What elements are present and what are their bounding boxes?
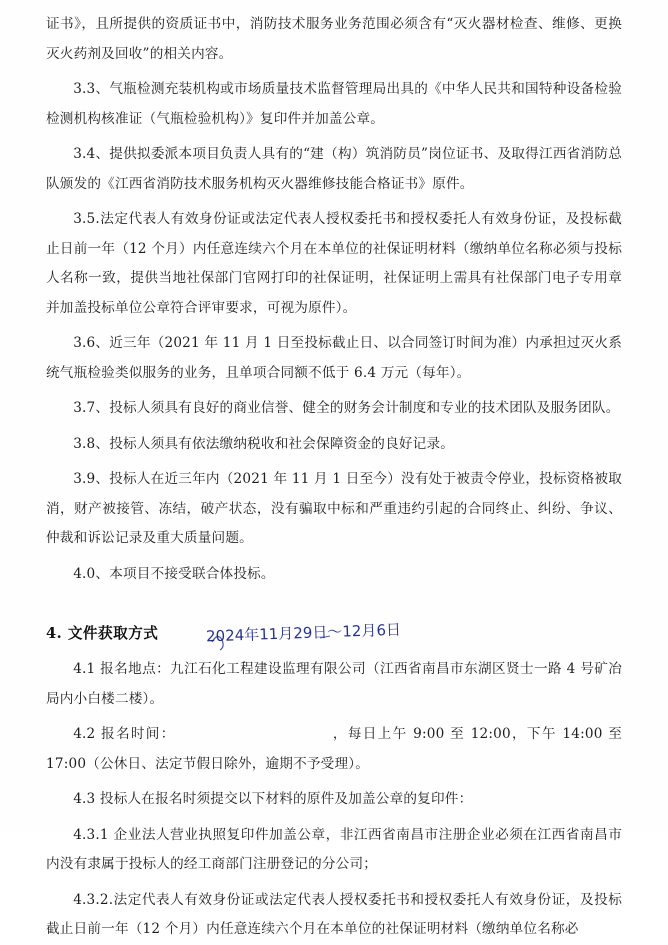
paragraph-3-3: 3.3、气瓶检测充装机构或市场质量技术监督管理局出具的《中华人民共和国特种设备检验检测机构核准证（气瓶检验机构）》复印件并加盖公章。	[46, 81, 622, 127]
paragraph-4-2: 4.2 报名时间： ，每日上午 9:00 至 12:00，下午 14:00 至 17:00（公休日、法定节假日除外，逾期不予受理）。	[46, 726, 622, 772]
paragraph-3-6: 3.6、近三年（2021 年 11 月 1 日至投标截止日、以合同签订时间为准）内承担过灭火系统气瓶检验类似服务的业务，且单项合同额不低于 6.4 万元（每年）。	[46, 335, 622, 381]
paragraph-block-section4	[46, 655, 622, 945]
paragraph-3-5: 3.5.法定代表人有效身份证或法定代表人授权委托书和授权委托人有效身份证，及投标截止日前一年（12 个月）内任意连续六个月在本单位的社保证明材料（缴纳单位名称必须与投标人名称一致，提供当地社保部门官网打印的社保证明，社保证明上需具有社保部门电子专用章并加盖投标单位公章符合评审要求，可视为原件）。	[46, 211, 622, 316]
paragraph-3-7: 3.7、投标人须具有良好的商业信誉、健全的财务会计制度和专业的技术团队及服务团队。	[73, 400, 620, 416]
paragraph-4-3-1: 4.3.1 企业法人营业执照复印件加盖公章，非江西省南昌市注册企业必须在江西省南昌市内没有隶属于投标人的经工商部门注册登记的分公司；	[46, 826, 622, 872]
paragraph-3-4: 3.4、提供拟委派本项目负责人具有的“建（构）筑消防员”岗位证书、及取得江西省消防总队颁发的《江西省消防技术服务机构灭火器维修技能合格证书》原件。	[46, 146, 622, 192]
paragraph-block-section3	[46, 10, 622, 589]
spacer	[46, 589, 622, 609]
paragraph-4-1: 4.1 报名地点：九江石化工程建设监理有限公司（江西省南昌市东湖区贤士一路 4 号矿冶局内小白楼二楼）。	[46, 661, 622, 707]
paragraph-4-0: 4.0、本项目不接受联合体投标。	[73, 565, 275, 582]
handwritten-date-annotation: 2024年11月29日～12月6日	[205, 620, 402, 646]
paragraph-3-8: 3.8、投标人须具有依法缴纳税收和社会保障资金的良好记录。	[73, 435, 455, 452]
paragraph-3-2-continuation: 证书》，且所提供的资质证书中，消防技术服务业务范围必须含有“灭火器材检查、维修、更换灭火药剂及回收”的相关内容。	[46, 16, 622, 62]
paragraph-3-9: 3.9、投标人在近三年内（2021 年 11 月 1 日至今）没有处于被责令停业，投标资格被取消，财产被接管、冻结，破产状态，没有骗取中标和严重违约引起的合同终止、纠纷、争议、仲裁和诉讼记录及重大质量问题。	[46, 471, 622, 546]
paragraph-4-3-2: 4.3.2.法定代表人有效身份证或法定代表人授权委托书和授权委托人有效身份证，及投标截止日前一年（12 个月）内任意连续六个月在本单位的社保证明材料（缴纳单位名称必	[46, 891, 622, 937]
section-heading-4: 4. 文件获取方式	[46, 625, 159, 642]
paragraph-4-3: 4.3 投标人在报名时须提交以下材料的原件及加盖公章的复印件：	[73, 791, 473, 807]
